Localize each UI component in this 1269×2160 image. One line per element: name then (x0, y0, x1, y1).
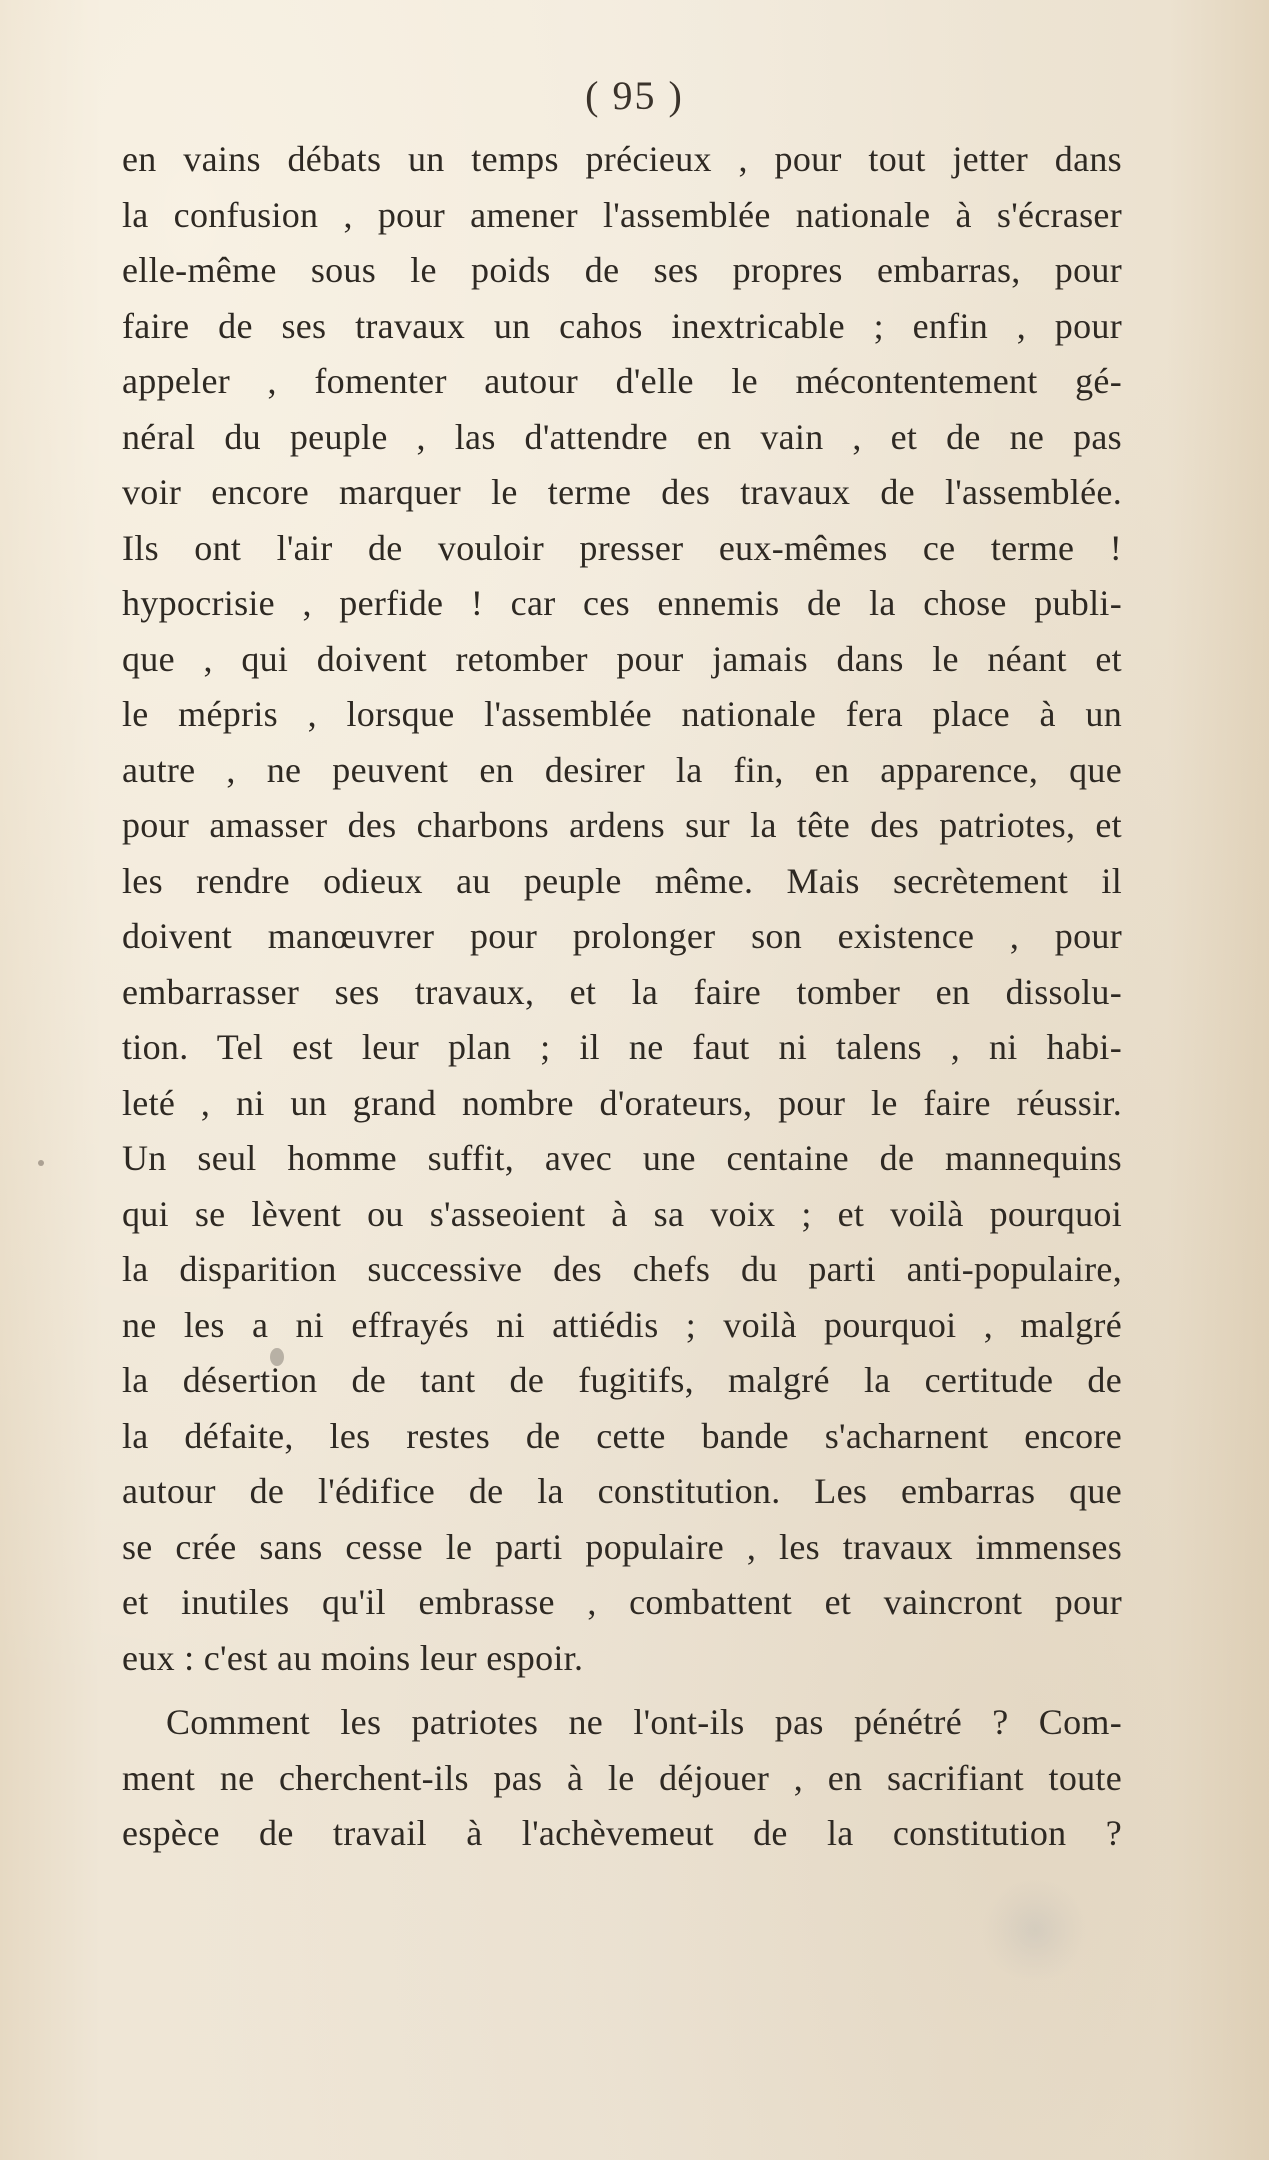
paragraph-gap (122, 1686, 1122, 1695)
text-line: en vains débats un temps précieux , pour tout jetter dans (122, 139, 1122, 179)
text-line: voir encore marquer le terme des travaux de l'assemblée. (122, 472, 1122, 512)
text-line: la confusion , pour amener l'assemblée nationale à s'écraser (122, 194, 1122, 235)
text-line: tion. Tel est leur plan ; il ne faut ni talens , ni habi- (122, 1027, 1122, 1067)
text-line: et inutiles qu'il embrasse , combattent et vaincront pour (122, 1582, 1122, 1622)
text-line: que , qui doivent retomber pour jamais dans le néant et (122, 638, 1122, 679)
text-line: ment ne cherchent-ils pas à le déjouer , en sacrifiant toute (122, 1757, 1122, 1798)
text-line: eux : c'est au moins leur espoir. (122, 1637, 584, 1678)
text-line: Ils ont l'air de vouloir presser eux-mêmes ce terme ! (122, 527, 1122, 568)
paragraph-2 (122, 1695, 1122, 1862)
paragraph-1 (122, 132, 1122, 1686)
text-line: Comment les patriotes ne l'ont-ils pas pénétré ? Com- (166, 1702, 1122, 1742)
text-line: appeler , fomenter autour d'elle le mécontentement gé- (122, 361, 1122, 401)
paper-speck (270, 1348, 284, 1366)
text-line: autour de l'édifice de la constitution. Les embarras que (122, 1471, 1122, 1511)
text-line: hypocrisie , perfide ! car ces ennemis de la chose publi- (122, 583, 1122, 623)
text-line: la désertion de tant de fugitifs, malgré la certitude de (122, 1360, 1122, 1400)
page-number: ( 95 ) (585, 73, 684, 118)
text-line: doivent manœuvrer pour prolonger son existence , pour (122, 916, 1122, 956)
text-line: Un seul homme suffit, avec une centaine de mannequins (122, 1138, 1122, 1178)
text-line: le mépris , lorsque l'assemblée nationale fera place à un (122, 694, 1122, 734)
text-line: les rendre odieux au peuple même. Mais secrètement il (122, 860, 1122, 901)
text-line: elle-même sous le poids de ses propres embarras, pour (122, 250, 1122, 290)
text-line: espèce de travail à l'achèvemeut de la constitution ? (122, 1813, 1122, 1853)
body-text (122, 132, 1122, 1862)
text-line: la défaite, les restes de cette bande s'acharnent encore (122, 1415, 1122, 1456)
text-line: leté , ni un grand nombre d'orateurs, pour le faire réussir. (122, 1082, 1122, 1123)
text-line: qui se lèvent ou s'asseoient à sa voix ; et voilà pourquoi (122, 1193, 1122, 1234)
text-line: pour amasser des charbons ardens sur la tête des patriotes, et (122, 805, 1122, 845)
text-line: embarrasser ses travaux, et la faire tomber en dissolu- (122, 971, 1122, 1012)
text-line: se crée sans cesse le parti populaire , les travaux immenses (122, 1526, 1122, 1567)
text-line: ne les a ni effrayés ni attiédis ; voilà pourquoi , malgré (122, 1304, 1122, 1345)
paper-speck (38, 1160, 44, 1166)
text-line: faire de ses travaux un cahos inextricable ; enfin , pour (122, 305, 1122, 346)
text-line: la disparition successive des chefs du parti anti-populaire, (122, 1249, 1122, 1289)
text-line: néral du peuple , las d'attendre en vain , et de ne pas (122, 416, 1122, 457)
text-line: autre , ne peuvent en desirer la fin, en apparence, que (122, 749, 1122, 790)
paper-stain (980, 1880, 1090, 1980)
